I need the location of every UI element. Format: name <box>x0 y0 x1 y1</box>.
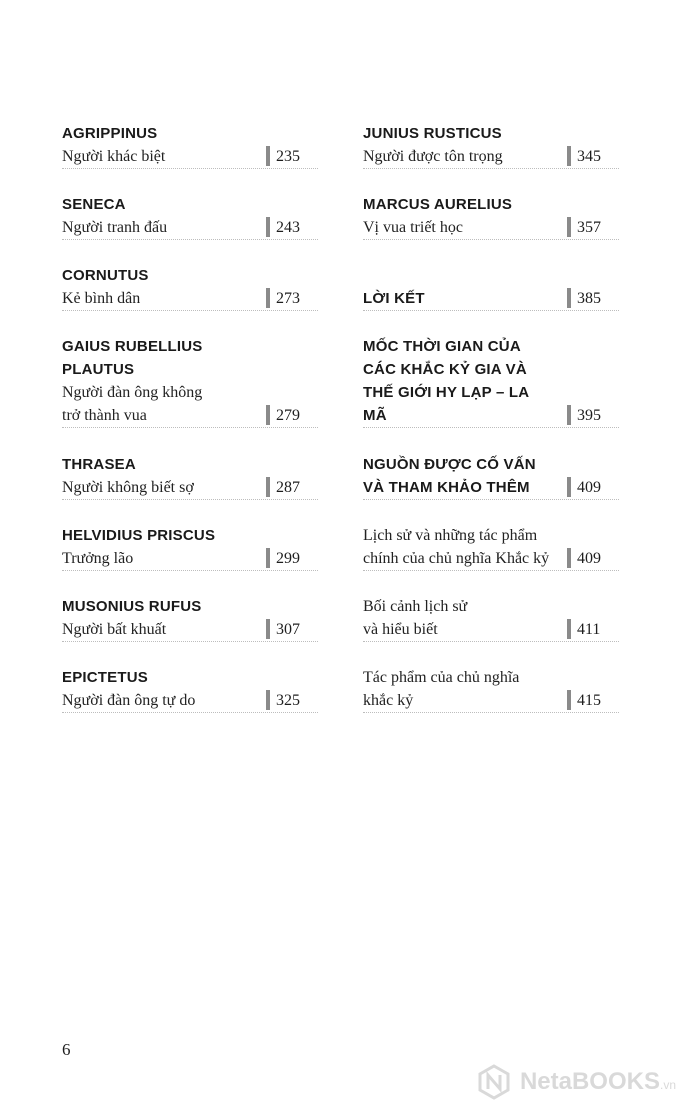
toc-entry[interactable] <box>62 335 318 453</box>
netabooks-logo-icon <box>476 1064 512 1100</box>
toc-left-column <box>62 122 318 737</box>
entry-subtitle-line: Bối cảnh lịch sử <box>363 598 468 615</box>
toc-entry[interactable] <box>363 193 619 264</box>
entry-heading: MUSONIUS RUFUS <box>62 598 202 615</box>
entry-subtitle-line: Lịch sử và những tác phẩm <box>363 527 538 544</box>
page-ref: 273 <box>266 287 318 310</box>
toc-entry[interactable] <box>363 122 619 193</box>
page-ref: 385 <box>567 287 619 310</box>
page-ref: 287 <box>266 476 318 499</box>
entry-heading: JUNIUS RUSTICUS <box>363 125 502 142</box>
toc-entry[interactable] <box>62 453 318 524</box>
page-ref: 345 <box>567 145 619 168</box>
page-ref: 279 <box>266 404 318 427</box>
entry-heading: MARCUS AURELIUS <box>363 196 513 213</box>
toc-entry[interactable] <box>62 264 318 335</box>
page-ref: 243 <box>266 216 318 239</box>
entry-subtitle: Người bất khuất <box>62 621 167 638</box>
entry-subtitle-line: Người đàn ông không <box>62 384 203 401</box>
entry-heading: SENECA <box>62 196 126 213</box>
entry-subtitle-line: Tác phẩm của chủ nghĩa <box>363 669 520 686</box>
entry-subtitle: Người khác biệt <box>62 148 166 165</box>
page-ref: 415 <box>567 689 619 712</box>
page-ref: 357 <box>567 216 619 239</box>
toc-entry[interactable] <box>363 666 619 737</box>
entry-heading: CORNUTUS <box>62 267 149 284</box>
entry-subtitle-line: khắc kỷ <box>363 692 414 709</box>
page-ref: 409 <box>567 547 619 570</box>
page-ref: 409 <box>567 476 619 499</box>
entry-heading: NGUỒN ĐƯỢC CỐ VẤN VÀ THAM KHẢO THÊM <box>363 456 536 496</box>
watermark-text: NetaBOOKS.vn <box>519 1068 676 1095</box>
toc-entry[interactable] <box>62 193 318 264</box>
entry-heading: LỜI KẾT <box>363 290 425 307</box>
entry-subtitle-line: chính của chủ nghĩa Khắc kỷ <box>363 550 550 567</box>
toc-entry[interactable] <box>363 264 619 335</box>
entry-heading: GAIUS RUBELLIUS PLAUTUS <box>62 338 203 378</box>
watermark <box>476 1064 676 1100</box>
page-ref: 325 <box>266 689 318 712</box>
page-ref: 411 <box>567 618 619 641</box>
toc-entry[interactable] <box>62 595 318 666</box>
toc-entry[interactable] <box>363 335 619 453</box>
toc-right-column <box>363 122 619 737</box>
toc-entry[interactable] <box>62 524 318 595</box>
entry-subtitle: Kẻ bình dân <box>62 290 141 307</box>
page-ref: 395 <box>567 404 619 427</box>
entry-heading: MỐC THỜI GIAN CỦA CÁC KHẮC KỶ GIA VÀ THẾ GIỚI HY LẠP – LA MÃ <box>363 338 529 424</box>
entry-subtitle-line: và hiểu biết <box>363 621 438 638</box>
entry-heading: THRASEA <box>62 456 136 473</box>
toc-entry[interactable] <box>62 122 318 193</box>
page-ref: 235 <box>266 145 318 168</box>
entry-subtitle: Người đàn ông tự do <box>62 692 196 709</box>
entry-subtitle: Người không biết sợ <box>62 479 194 496</box>
page-ref: 307 <box>266 618 318 641</box>
toc-entry[interactable] <box>62 666 318 737</box>
entry-heading: HELVIDIUS PRISCUS <box>62 527 216 544</box>
toc-entry[interactable] <box>363 453 619 524</box>
toc-entry[interactable] <box>363 595 619 666</box>
entry-subtitle: Trưởng lão <box>62 550 134 567</box>
page-ref: 299 <box>266 547 318 570</box>
entry-subtitle: Người tranh đấu <box>62 219 168 236</box>
entry-subtitle: Vị vua triết học <box>363 219 463 236</box>
entry-subtitle: Người được tôn trọng <box>363 148 503 165</box>
entry-subtitle-line: trở thành vua <box>62 407 147 424</box>
toc-entry[interactable] <box>363 524 619 595</box>
entry-heading: EPICTETUS <box>62 669 148 686</box>
entry-heading: AGRIPPINUS <box>62 125 158 142</box>
page-number: 6 <box>62 1040 71 1059</box>
